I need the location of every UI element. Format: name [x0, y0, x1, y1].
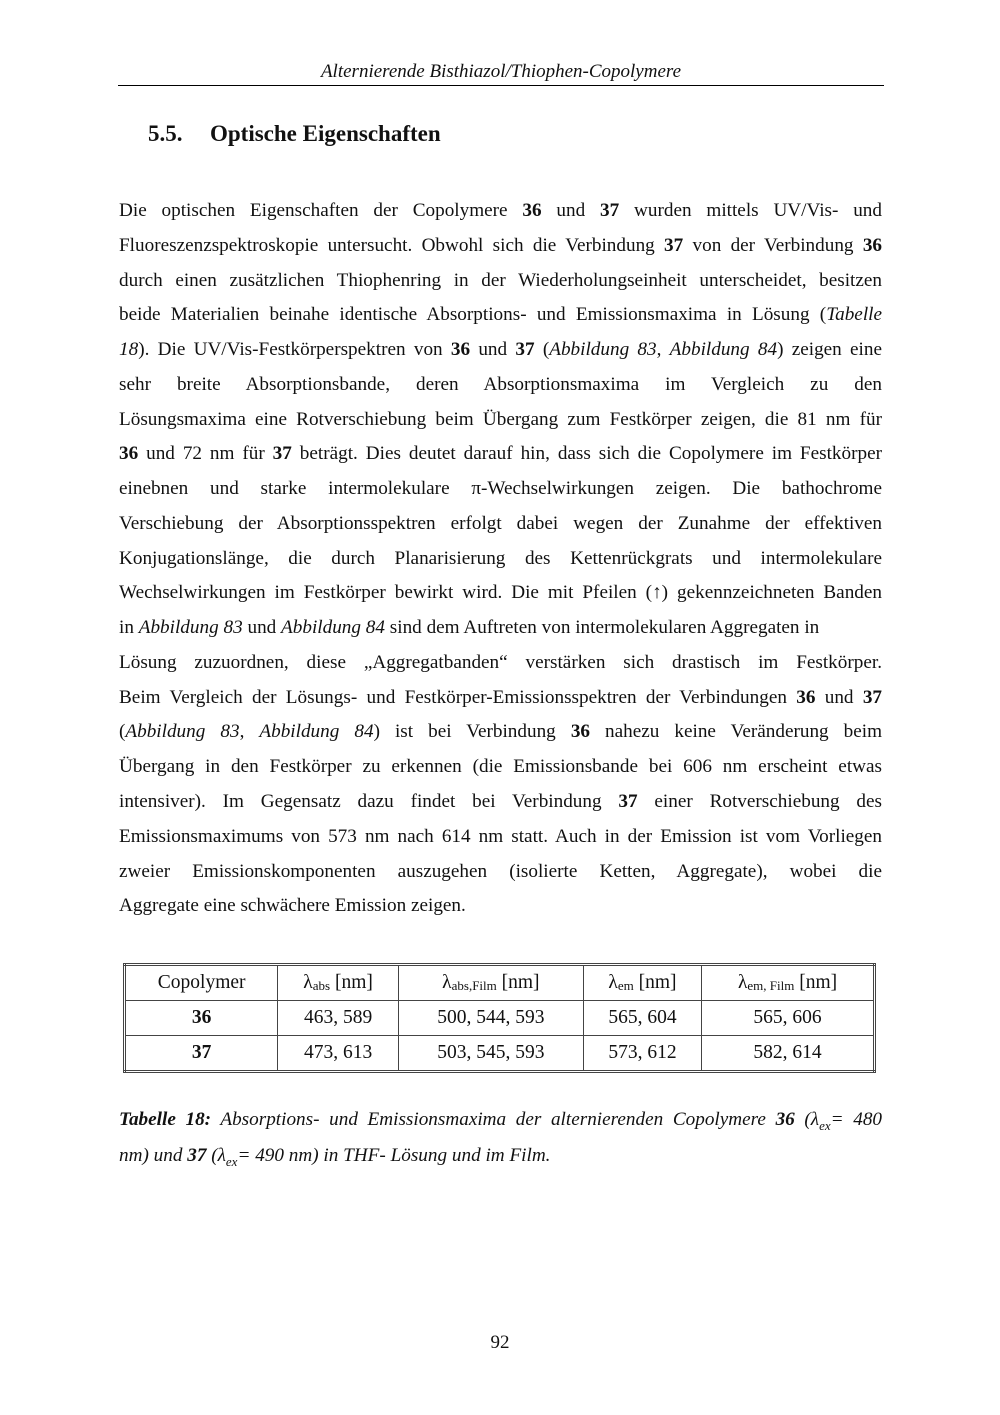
- italic-text: Abbildung 84: [281, 617, 385, 639]
- text-line: [119, 855, 882, 890]
- bold-text: 36: [796, 686, 816, 708]
- text-run: Übergang in den Festkörper zu erkennen (die Emissionsbande bei 606 nm erscheint etwas: [119, 756, 882, 778]
- text-run: und: [470, 339, 516, 361]
- text-run: = 490 nm) in THF- Lösung und im Film.: [237, 1145, 551, 1166]
- text-run: Die optischen Eigenschaften der Copolymere: [119, 200, 523, 221]
- bold-text: 36: [570, 721, 590, 743]
- text-line: [119, 403, 882, 438]
- text-line: [119, 333, 882, 368]
- table-cell: 582, 614: [702, 1036, 875, 1072]
- text-run: ). Die UV/Vis-Festkörperspektren von: [138, 339, 451, 361]
- text-line: [119, 542, 882, 577]
- subscript: em: [617, 978, 634, 993]
- text-run: ) ist bei Verbindung: [373, 721, 571, 743]
- text-run: von der Verbindung: [683, 234, 863, 256]
- text-line: [119, 750, 882, 785]
- text-run: beträgt. Dies deutet darauf hin, dass sich die Copolymere im Festkörper: [291, 443, 882, 465]
- text-line: [119, 715, 882, 750]
- subscript: abs,Film: [451, 978, 497, 993]
- table-cell: 463, 589: [278, 1001, 399, 1036]
- text-run: ,: [656, 339, 670, 361]
- italic-text: Tabelle: [826, 304, 882, 326]
- table-row: [125, 1001, 875, 1036]
- text-line: [119, 507, 882, 542]
- italic-text: Abbildung 83: [549, 339, 657, 361]
- text-run: durch einen zusätzlichen Thiophenring in der Wiederholungseinheit unterscheidet, besitzen: [119, 269, 882, 291]
- text-run: Absorptions- und Emissionsmaxima der alternierenden Copolymere: [211, 1109, 776, 1130]
- bold-text: 37: [664, 234, 684, 256]
- text-run: intensiver). Im Gegensatz dazu findet bei Verbindung: [119, 791, 619, 813]
- text-run: λ: [303, 972, 313, 993]
- header-rule: [118, 85, 884, 86]
- caption-line: [119, 1138, 882, 1174]
- text-line: [119, 298, 882, 333]
- text-run: Lösungsmaxima eine Rotverschiebung beim Übergang zum Festkörper zeigen, die 81 nm für: [119, 408, 882, 430]
- text-run: in: [119, 617, 139, 639]
- text-run: (: [794, 1109, 811, 1130]
- table-header-row: [125, 965, 875, 1001]
- text-run: [nm]: [794, 972, 838, 993]
- text-run: Emissionsmaximums von 573 nm nach 614 nm statt. Auch in der Emission ist vom Vorliegen: [119, 825, 882, 847]
- text-line: [119, 785, 882, 820]
- text-run: sind dem Auftreten von intermolekularen Aggregaten in: [384, 617, 820, 639]
- absorption-emission-table: [123, 963, 876, 1073]
- running-header: Alternierende Bisthiazol/Thiophen-Copolymere: [320, 61, 682, 82]
- text-run: nm) und: [119, 1145, 188, 1166]
- body-paragraphs: [119, 194, 882, 924]
- italic-text: Abbildung 84: [669, 339, 778, 361]
- row-label-cell: 36: [125, 1001, 278, 1036]
- table-cell: 565, 606: [702, 1001, 875, 1036]
- section-heading: [148, 118, 441, 150]
- text-run: Copolymer: [157, 972, 246, 993]
- text-run: = 480: [830, 1109, 883, 1130]
- text-run: und: [815, 686, 863, 708]
- bold-text: 36: [522, 200, 542, 221]
- italic-text: Abbildung 83: [125, 721, 240, 743]
- text-run: λ: [810, 1109, 820, 1130]
- bold-text: 37: [515, 339, 535, 361]
- column-header: [125, 965, 278, 1001]
- bold-text: 36: [450, 339, 471, 361]
- bold-text: 37: [187, 1145, 207, 1166]
- text-line: [119, 646, 882, 681]
- text-run: Aggregate eine schwächere Emission zeigen.: [119, 895, 466, 917]
- bold-text: 36: [862, 234, 882, 256]
- bold-text: 37: [600, 200, 620, 221]
- text-run: [nm]: [633, 972, 677, 993]
- text-line: [119, 820, 882, 855]
- text-run: sehr breite Absorptionsbande, deren Absorptionsmaxima im Vergleich zu den: [119, 373, 882, 395]
- text-run: zweier Emissionskomponenten auszugehen (isolierte Ketten, Aggregate), wobei die: [119, 860, 882, 882]
- text-run: λ: [737, 972, 748, 993]
- text-line: [119, 368, 882, 403]
- table-cell: 473, 613: [278, 1036, 399, 1072]
- text-run: nahezu keine Veränderung beim: [590, 721, 883, 743]
- subscript: ex: [819, 1117, 831, 1133]
- text-run: Konjugationslänge, die durch Planarisierung des Kettenrückgrats und intermolekulare: [119, 547, 882, 569]
- text-line: [119, 681, 882, 716]
- text-line: [119, 576, 882, 611]
- table-cell: 500, 544, 593: [398, 1001, 583, 1036]
- text-run: (: [206, 1145, 218, 1166]
- bold-text: 37: [862, 686, 883, 708]
- subscript: ex: [225, 1153, 238, 1169]
- page-number: 92: [490, 1332, 510, 1353]
- section-title: Optische Eigenschaften: [210, 121, 441, 146]
- text-run: Fluoreszenzspektroskopie untersucht. Obwohl sich die Verbindung: [119, 234, 665, 256]
- table-cell: 503, 545, 593: [398, 1036, 583, 1072]
- italic-text: Abbildung 83: [138, 617, 243, 639]
- text-line: [119, 229, 882, 264]
- text-run: λ: [442, 972, 452, 993]
- row-label-cell: 37: [125, 1036, 278, 1072]
- text-line: [119, 611, 882, 646]
- text-run: (: [119, 721, 126, 743]
- text-run: und 72 nm für: [138, 443, 273, 465]
- text-run: Beim Vergleich der Lösungs- und Festkörper-Emissionsspektren der Verbindungen: [119, 686, 797, 708]
- text-run: einebnen und starke intermolekulare π-Wechselwirkungen zeigen. Die bathochrome: [119, 478, 882, 500]
- column-header: [278, 965, 399, 1001]
- text-run: wurden mittels UV/Vis- und: [619, 200, 882, 221]
- table-body: [125, 1001, 875, 1072]
- text-line: [119, 437, 882, 472]
- text-run: ) zeigen eine: [777, 339, 882, 361]
- column-header: [702, 965, 875, 1001]
- text-run: [nm]: [496, 972, 540, 993]
- text-run: λ: [608, 972, 618, 993]
- caption-line: [119, 1102, 882, 1138]
- text-run: einer Rotverschiebung des: [637, 791, 882, 813]
- table-caption: [119, 1102, 882, 1174]
- text-run: (: [534, 339, 550, 361]
- subscript: abs: [312, 978, 331, 993]
- text-run: Lösung zuzuordnen, diese „Aggregatbanden“ verstärken sich drastisch im Festkörper.: [119, 651, 882, 673]
- text-run: λ: [217, 1145, 226, 1166]
- text-run: und: [242, 617, 282, 639]
- italic-text: 18: [119, 339, 139, 361]
- text-run: Wechselwirkungen im Festkörper bewirkt wird. Die mit Pfeilen (↑) gekennzeichneten Banden: [119, 582, 882, 604]
- column-header: [583, 965, 701, 1001]
- text-line: [119, 472, 882, 507]
- text-line: [119, 264, 882, 299]
- bold-text: 36: [119, 443, 139, 465]
- bold-text: 36: [775, 1109, 795, 1130]
- text-run: und: [541, 200, 601, 221]
- text-run: beide Materialien beinahe identische Absorptions- und Emissionsmaxima in Lösung (: [119, 304, 827, 326]
- bold-text: 37: [272, 443, 292, 465]
- text-run: ,: [239, 721, 260, 743]
- bold-text: 37: [618, 791, 638, 813]
- italic-text: Abbildung 84: [259, 721, 374, 743]
- table-cell: 573, 612: [583, 1036, 701, 1072]
- section-number: 5.5.: [148, 121, 183, 146]
- column-header: [398, 965, 583, 1001]
- bold-text: Tabelle 18:: [119, 1109, 212, 1130]
- text-run: [nm]: [330, 972, 373, 993]
- text-line: [119, 889, 882, 924]
- table-row: [125, 1036, 875, 1072]
- table-cell: 565, 604: [583, 1001, 701, 1036]
- text-run: Verschiebung der Absorptionsspektren erfolgt dabei wegen der Zunahme der effektiven: [119, 512, 882, 534]
- text-line: [119, 194, 882, 229]
- subscript: em, Film: [747, 978, 795, 993]
